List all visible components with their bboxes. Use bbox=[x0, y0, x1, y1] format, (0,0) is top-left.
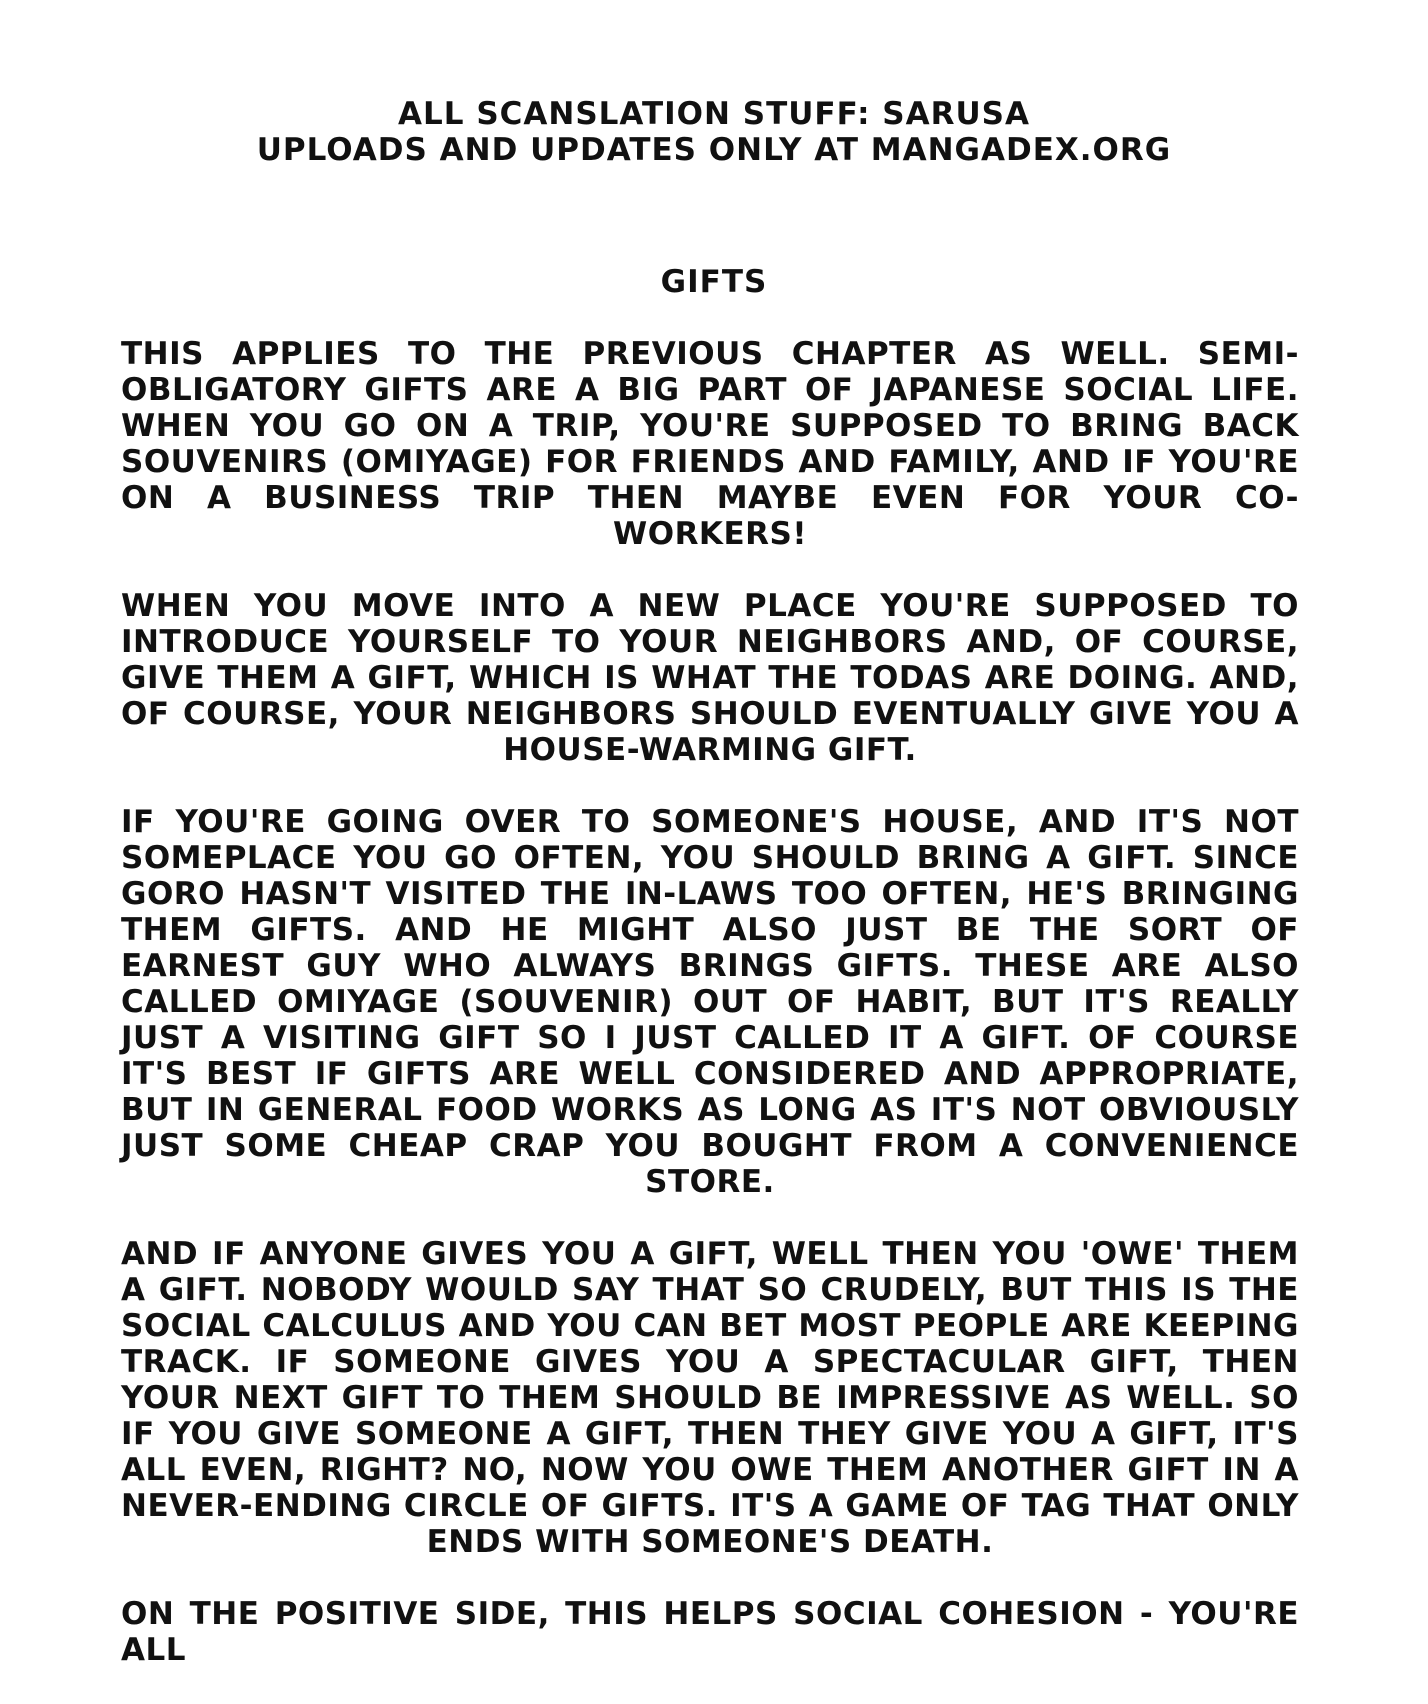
paragraph-positive-side: ON THE POSITIVE SIDE, THIS HELPS SOCIAL COHESION - YOU'RE ALL bbox=[121, 1596, 1299, 1668]
paragraph-new-place: WHEN YOU MOVE INTO A NEW PLACE YOU'RE SUPPOSED TO INTRODUCE YOURSELF TO YOUR NEIGHBORS AND, OF COURSE, GIVE THEM A GIFT, WHICH IS WHAT THE TODAS ARE DOING. AND, OF COURSE, YOUR NEIGHBORS SHOULD EVENTUALLY GIVE YOU A HOUSE-WARMING GIFT. bbox=[121, 588, 1299, 768]
credits-line-uploads: UPLOADS AND UPDATES ONLY AT MANGADEX.ORG bbox=[256, 132, 1172, 168]
paragraph-previous-chapter: THIS APPLIES TO THE PREVIOUS CHAPTER AS WELL. SEMI-OBLIGATORY GIFTS ARE A BIG PART OF JAPANESE SOCIAL LIFE. WHEN YOU GO ON A TRIP, YOU'RE SUPPOSED TO BRING BACK SOUVENIRS (OMIYAGE) FOR FRIENDS AND FAMILY, AND IF YOU'RE ON A BUSINESS TRIP THEN MAYBE EVEN FOR YOUR CO-WORKERS! bbox=[121, 336, 1299, 552]
credits-block bbox=[0, 96, 1428, 168]
note-heading: GIFTS bbox=[660, 264, 768, 300]
credits-line-scanslation: ALL SCANSLATION STUFF: SARUSA bbox=[398, 96, 1030, 132]
paragraph-owe-gift: AND IF ANYONE GIVES YOU A GIFT, WELL THEN YOU 'OWE' THEM A GIFT. NOBODY WOULD SAY THAT SO CRUDELY, BUT THIS IS THE SOCIAL CALCULUS AND YOU CAN BET MOST PEOPLE ARE KEEPING TRACK. IF SOMEONE GIVES YOU A SPECTACULAR GIFT, THEN YOUR NEXT GIFT TO THEM SHOULD BE IMPRESSIVE AS WELL. SO IF YOU GIVE SOMEONE A GIFT, THEN THEY GIVE YOU A GIFT, IT'S ALL EVEN, RIGHT? NO, NOW YOU OWE THEM ANOTHER GIFT IN A NEVER-ENDING CIRCLE OF GIFTS. IT'S A GAME OF TAG THAT ONLY ENDS WITH SOMEONE'S DEATH. bbox=[121, 1236, 1299, 1560]
note-body bbox=[121, 336, 1299, 1704]
paragraph-visiting: IF YOU'RE GOING OVER TO SOMEONE'S HOUSE, AND IT'S NOT SOMEPLACE YOU GO OFTEN, YOU SHOULD BRING A GIFT. SINCE GORO HASN'T VISITED THE IN-LAWS TOO OFTEN, HE'S BRINGING THEM GIFTS. AND HE MIGHT ALSO JUST BE THE SORT OF EARNEST GUY WHO ALWAYS BRINGS GIFTS. THESE ARE ALSO CALLED OMIYAGE (SOUVENIR) OUT OF HABIT, BUT IT'S REALLY JUST A VISITING GIFT SO I JUST CALLED IT A GIFT. OF COURSE IT'S BEST IF GIFTS ARE WELL CONSIDERED AND APPROPRIATE, BUT IN GENERAL FOOD WORKS AS LONG AS IT'S NOT OBVIOUSLY JUST SOME CHEAP CRAP YOU BOUGHT FROM A CONVENIENCE STORE. bbox=[121, 804, 1299, 1200]
